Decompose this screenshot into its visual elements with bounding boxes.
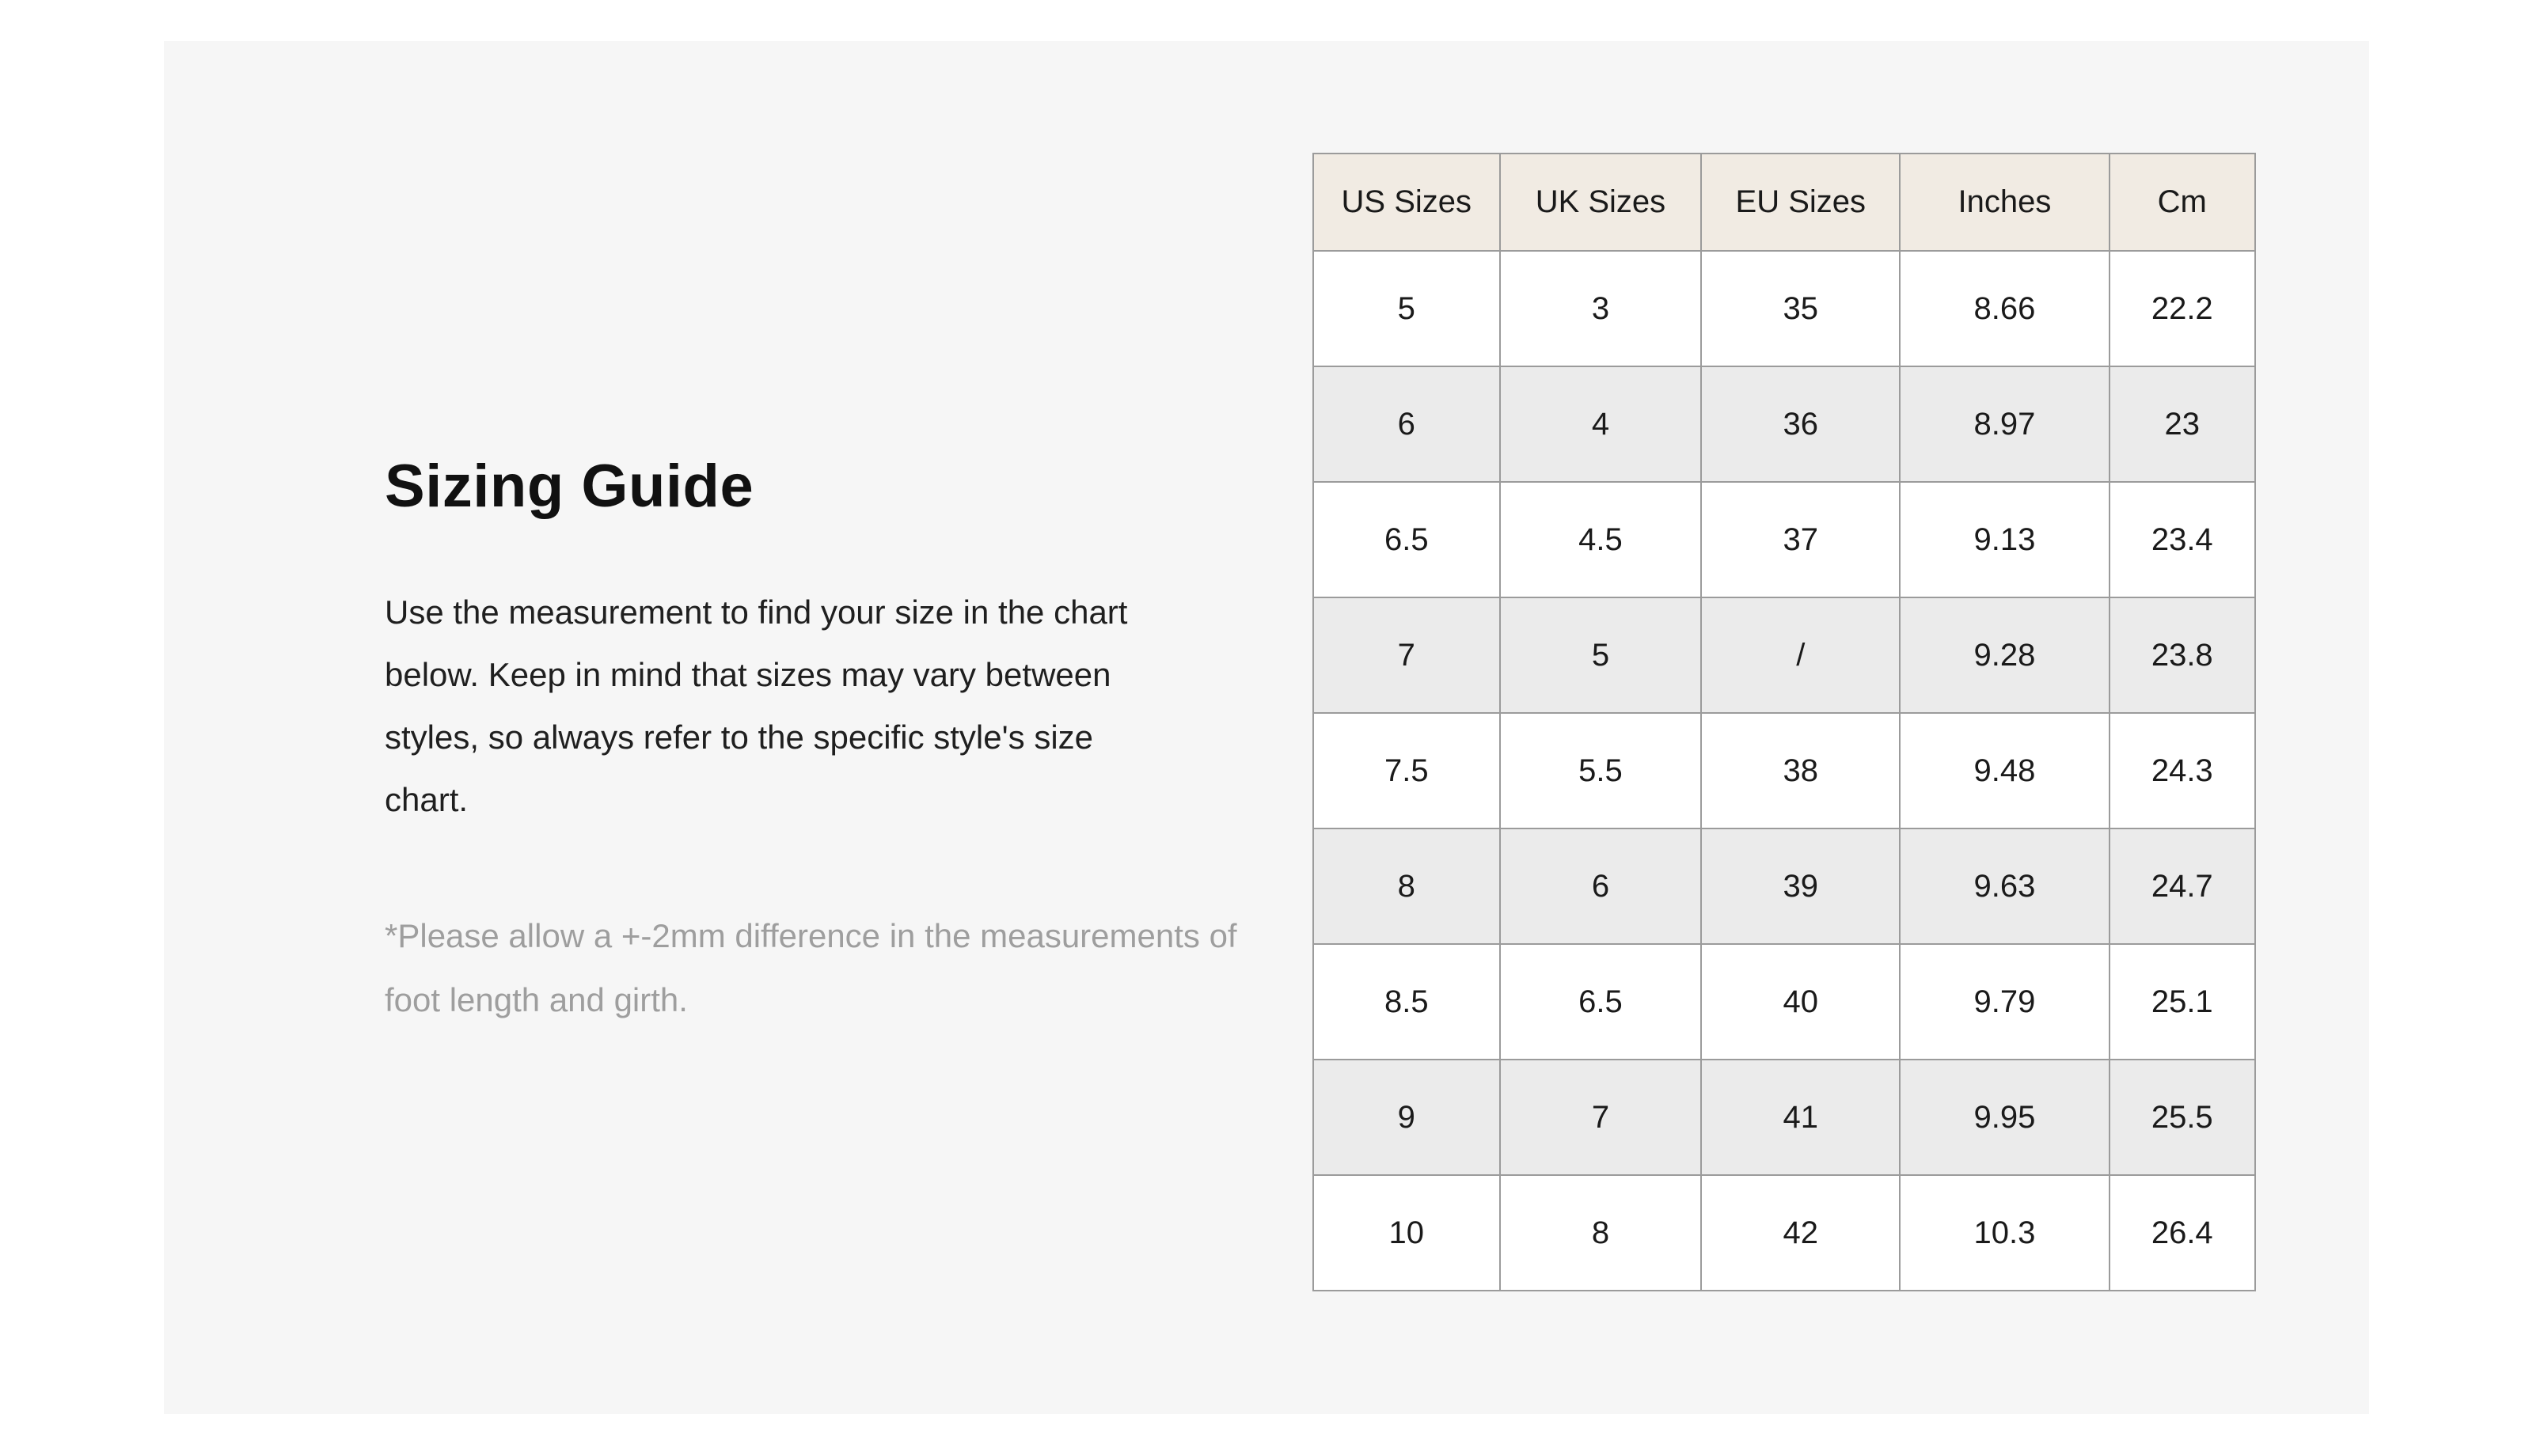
size-table-cell: 7 bbox=[1500, 1060, 1702, 1175]
size-table-cell: 5.5 bbox=[1500, 713, 1702, 828]
content-panel bbox=[164, 41, 2369, 1414]
size-table-row bbox=[1313, 597, 2255, 713]
sizing-description: Use the measurement to find your size in the chart below. Keep in mind that sizes may vary between styles, so always refer to the specific style's size chart. bbox=[385, 593, 1128, 818]
size-table-row bbox=[1313, 944, 2255, 1060]
size-table-cell: 22.2 bbox=[2110, 251, 2255, 366]
size-table-cell: 7 bbox=[1313, 597, 1500, 713]
size-table-cell: 24.7 bbox=[2110, 828, 2255, 944]
size-table-cell: 25.1 bbox=[2110, 944, 2255, 1060]
size-table-cell: 36 bbox=[1701, 366, 1900, 482]
size-table-cell: 35 bbox=[1701, 251, 1900, 366]
page-title: Sizing Guide bbox=[385, 452, 754, 520]
size-table-cell: 9.28 bbox=[1900, 597, 2109, 713]
size-table-cell: 8 bbox=[1500, 1175, 1702, 1291]
size-table-header-cell: Cm bbox=[2110, 154, 2255, 251]
size-table-cell: 8.97 bbox=[1900, 366, 2109, 482]
size-table-cell: 6 bbox=[1313, 366, 1500, 482]
size-table-cell: 4 bbox=[1500, 366, 1702, 482]
size-table-cell: 8.5 bbox=[1313, 944, 1500, 1060]
size-table-cell: 40 bbox=[1701, 944, 1900, 1060]
size-table-row bbox=[1313, 1175, 2255, 1291]
size-table-cell: 6.5 bbox=[1500, 944, 1702, 1060]
size-table-row bbox=[1313, 251, 2255, 366]
size-table-header-cell: EU Sizes bbox=[1701, 154, 1900, 251]
size-table-cell: 9.79 bbox=[1900, 944, 2109, 1060]
size-table-cell: 9 bbox=[1313, 1060, 1500, 1175]
size-table-row bbox=[1313, 366, 2255, 482]
size-table-body bbox=[1313, 251, 2255, 1291]
size-table-row bbox=[1313, 713, 2255, 828]
size-table-cell: 4.5 bbox=[1500, 482, 1702, 597]
size-table-cell: 38 bbox=[1701, 713, 1900, 828]
size-table-cell: 42 bbox=[1701, 1175, 1900, 1291]
size-table-header-cell: US Sizes bbox=[1313, 154, 1500, 251]
size-table-cell: 10.3 bbox=[1900, 1175, 2109, 1291]
size-table-cell: 5 bbox=[1313, 251, 1500, 366]
size-table-cell: 6 bbox=[1500, 828, 1702, 944]
size-table-row bbox=[1313, 828, 2255, 944]
size-table-cell: 7.5 bbox=[1313, 713, 1500, 828]
size-table-cell: 9.48 bbox=[1900, 713, 2109, 828]
size-table-cell: 23.8 bbox=[2110, 597, 2255, 713]
size-table-cell: 23 bbox=[2110, 366, 2255, 482]
size-table-cell: 8 bbox=[1313, 828, 1500, 944]
size-table-header-row bbox=[1313, 154, 2255, 251]
size-table-cell: 24.3 bbox=[2110, 713, 2255, 828]
size-table-row bbox=[1313, 482, 2255, 597]
size-table-cell: 9.95 bbox=[1900, 1060, 2109, 1175]
size-table-header-cell: Inches bbox=[1900, 154, 2109, 251]
size-table-cell: 26.4 bbox=[2110, 1175, 2255, 1291]
size-table-cell: 39 bbox=[1701, 828, 1900, 944]
size-table-header-cell: UK Sizes bbox=[1500, 154, 1702, 251]
size-table bbox=[1312, 153, 2256, 1291]
size-table-cell: / bbox=[1701, 597, 1900, 713]
size-table-cell: 25.5 bbox=[2110, 1060, 2255, 1175]
size-table-cell: 3 bbox=[1500, 251, 1702, 366]
size-table-cell: 10 bbox=[1313, 1175, 1500, 1291]
size-table-cell: 6.5 bbox=[1313, 482, 1500, 597]
size-table-row bbox=[1313, 1060, 2255, 1175]
sizing-note: *Please allow a +-2mm difference in the measurements of foot length and girth. bbox=[385, 917, 1237, 1018]
size-table-cell: 9.63 bbox=[1900, 828, 2109, 944]
size-table-cell: 23.4 bbox=[2110, 482, 2255, 597]
size-table-cell: 9.13 bbox=[1900, 482, 2109, 597]
size-table-cell: 41 bbox=[1701, 1060, 1900, 1175]
size-table-cell: 5 bbox=[1500, 597, 1702, 713]
size-table-cell: 8.66 bbox=[1900, 251, 2109, 366]
size-table-cell: 37 bbox=[1701, 482, 1900, 597]
